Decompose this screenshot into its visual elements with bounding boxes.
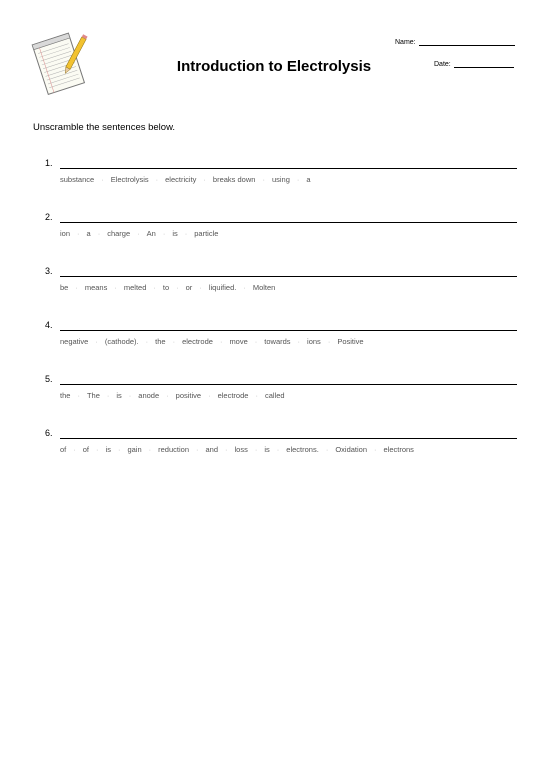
- scrambled-word: particle: [194, 229, 219, 238]
- instructions: Unscramble the sentences below.: [33, 122, 176, 133]
- scrambled-word: liquified.: [208, 283, 237, 292]
- word-separator: ·: [327, 337, 331, 346]
- scrambled-word: electricity: [165, 175, 197, 184]
- answer-line[interactable]: [60, 276, 517, 277]
- scrambled-word: means: [84, 283, 108, 292]
- page-title: Introduction to Electrolysis: [176, 58, 372, 75]
- word-separator: ·: [128, 391, 132, 400]
- question-1: [33, 158, 517, 198]
- word-separator: ·: [254, 337, 258, 346]
- word-separator: ·: [219, 337, 223, 346]
- word-separator: ·: [184, 229, 188, 238]
- scrambled-words: [60, 175, 311, 184]
- scrambled-word: using: [271, 175, 290, 184]
- scrambled-word: move: [229, 337, 248, 346]
- word-separator: ·: [196, 445, 199, 454]
- scrambled-word: is: [264, 445, 270, 454]
- scrambled-word: reduction: [158, 445, 189, 454]
- question-2: [33, 212, 517, 252]
- scrambled-word: Electrolysis: [110, 175, 149, 184]
- word-separator: ·: [166, 391, 169, 400]
- word-separator: ·: [176, 283, 179, 292]
- question-3: [33, 266, 517, 306]
- scrambled-word: the: [155, 337, 166, 346]
- word-separator: ·: [106, 391, 110, 400]
- word-separator: ·: [117, 445, 121, 454]
- word-separator: ·: [203, 175, 206, 184]
- word-separator: ·: [75, 283, 78, 292]
- word-separator: ·: [77, 229, 80, 238]
- name-blank: [419, 38, 515, 46]
- scrambled-word: is: [105, 445, 111, 454]
- scrambled-word: and: [205, 445, 219, 454]
- word-separator: ·: [148, 445, 152, 454]
- word-separator: ·: [325, 445, 329, 454]
- word-separator: ·: [297, 337, 301, 346]
- question-number: 2.: [45, 212, 53, 222]
- answer-line[interactable]: [60, 222, 517, 223]
- scrambled-word: gain: [127, 445, 142, 454]
- name-label: Name:: [395, 39, 416, 46]
- word-separator: ·: [254, 445, 258, 454]
- scrambled-word: melted: [123, 283, 147, 292]
- word-separator: ·: [137, 229, 140, 238]
- scrambled-word: loss: [234, 445, 248, 454]
- scrambled-words: [60, 229, 218, 238]
- answer-line[interactable]: [60, 438, 517, 439]
- scrambled-word: Oxidation: [335, 445, 367, 454]
- scrambled-word: An: [146, 229, 156, 238]
- scrambled-words: [60, 391, 285, 400]
- scrambled-word: be: [60, 283, 69, 292]
- scrambled-word: electrons: [383, 445, 414, 454]
- question-4: [33, 320, 517, 360]
- word-separator: ·: [172, 337, 176, 346]
- word-separator: ·: [296, 175, 300, 184]
- word-separator: ·: [114, 283, 117, 292]
- word-separator: ·: [374, 445, 377, 454]
- word-separator: ·: [262, 175, 265, 184]
- scrambled-word: electrode: [182, 337, 213, 346]
- scrambled-word: to: [162, 283, 170, 292]
- scrambled-word: negative: [60, 337, 89, 346]
- word-separator: ·: [95, 337, 98, 346]
- word-separator: ·: [153, 283, 156, 292]
- scrambled-word: of: [60, 445, 67, 454]
- scrambled-word: Molten: [252, 283, 276, 292]
- word-separator: ·: [243, 283, 246, 292]
- word-separator: ·: [225, 445, 228, 454]
- answer-line[interactable]: [60, 384, 517, 385]
- scrambled-word: substance: [60, 175, 95, 184]
- scrambled-word: towards: [264, 337, 291, 346]
- scrambled-word: electrons.: [286, 445, 319, 454]
- word-separator: ·: [97, 229, 101, 238]
- name-field[interactable]: [395, 38, 515, 46]
- word-separator: ·: [255, 391, 258, 400]
- word-separator: ·: [77, 391, 80, 400]
- scrambled-word: or: [185, 283, 193, 292]
- word-separator: ·: [276, 445, 280, 454]
- question-number: 6.: [45, 428, 53, 438]
- scrambled-word: Positive: [337, 337, 364, 346]
- scrambled-word: ions: [307, 337, 321, 346]
- question-5: [33, 374, 517, 414]
- scrambled-word: The: [86, 391, 100, 400]
- scrambled-word: ion: [60, 229, 71, 238]
- scrambled-word: of: [82, 445, 90, 454]
- word-separator: ·: [73, 445, 76, 454]
- word-separator: ·: [155, 175, 159, 184]
- scrambled-word: positive: [175, 391, 202, 400]
- scrambled-words: [60, 337, 364, 346]
- question-number: 4.: [45, 320, 53, 330]
- answer-line[interactable]: [60, 330, 517, 331]
- scrambled-words: [60, 283, 275, 292]
- answer-line[interactable]: [60, 168, 517, 169]
- scrambled-word: charge: [107, 229, 131, 238]
- scrambled-word: breaks down: [212, 175, 256, 184]
- scrambled-word: is: [172, 229, 178, 238]
- scrambled-word: anode: [138, 391, 160, 400]
- scrambled-word: (cathode).: [104, 337, 139, 346]
- word-separator: ·: [208, 391, 211, 400]
- scrambled-word: called: [264, 391, 285, 400]
- scrambled-words: [60, 445, 414, 454]
- question-number: 1.: [45, 158, 53, 168]
- scrambled-word: the: [60, 391, 71, 400]
- scrambled-word: electrode: [217, 391, 249, 400]
- scrambled-word: a: [86, 229, 91, 238]
- word-separator: ·: [145, 337, 149, 346]
- scrambled-word: is: [116, 391, 122, 400]
- scrambled-word: a: [306, 175, 311, 184]
- question-6: [33, 428, 517, 468]
- word-separator: ·: [101, 175, 104, 184]
- question-number: 3.: [45, 266, 53, 276]
- question-number: 5.: [45, 374, 53, 384]
- word-separator: ·: [162, 229, 166, 238]
- word-separator: ·: [199, 283, 202, 292]
- word-separator: ·: [96, 445, 99, 454]
- date-label: Date:: [434, 61, 451, 68]
